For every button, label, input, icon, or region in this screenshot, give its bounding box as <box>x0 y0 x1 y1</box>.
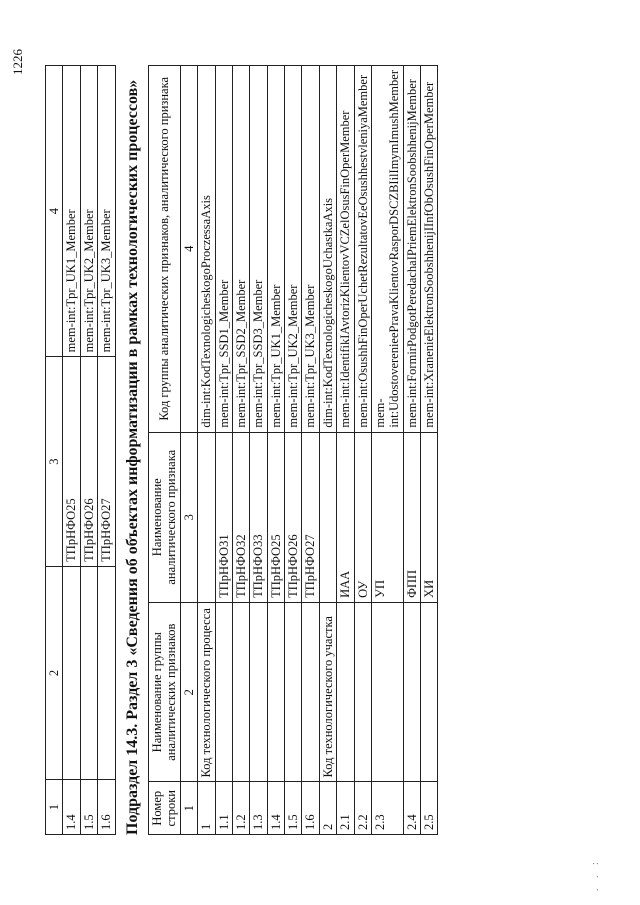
page-number: 1226 <box>10 49 25 75</box>
attribute-name: ТПрНФО32 <box>232 432 249 602</box>
group-name <box>267 602 284 782</box>
attribute-code: dim-int:KodTexnologicheskogoProczessaAxis <box>198 66 215 433</box>
attribute-name: ТПрНФО27 <box>98 357 115 567</box>
column-number: 2 <box>180 602 197 782</box>
row-number: 2.4 <box>403 782 420 835</box>
table-row <box>232 66 249 835</box>
attribute-code: mem-int:Tpr_UK1_Member <box>63 66 80 357</box>
group-name <box>63 566 80 779</box>
table-row <box>354 66 371 835</box>
attribute-code: mem-int:Tpr_UK1_Member <box>267 66 284 433</box>
header-cell: 1 <box>46 780 63 835</box>
attribute-code: mem-int:Tpr_UK3_Member <box>302 66 319 433</box>
row-number: 2.5 <box>421 782 438 835</box>
attribute-name: ТПрНФО25 <box>63 357 80 567</box>
table-row <box>215 66 232 835</box>
group-name <box>371 602 403 782</box>
group-name <box>98 566 115 779</box>
table-row <box>63 66 80 835</box>
group-name <box>215 602 232 782</box>
column-header: Наименование аналитического признака <box>149 432 181 602</box>
attribute-code: mem-int:Tpr_SSD2_Member <box>232 66 249 433</box>
attribute-code: mem-int:UdostoverenieePravaKlientovRasporDSCZBIilImymImushMember <box>371 66 403 433</box>
group-name <box>285 602 302 782</box>
row-number: 1 <box>198 782 215 835</box>
attribute-name <box>319 432 336 602</box>
row-number: 2.3 <box>371 782 403 835</box>
table-row <box>403 66 420 835</box>
attribute-code: mem-int:IdentifikIAvtorizKlientovVCZelOsusFinOperMember <box>337 66 354 433</box>
attribute-code: mem-int:Tpr_UK2_Member <box>285 66 302 433</box>
column-number: 1 <box>180 782 197 835</box>
table-row <box>250 66 267 835</box>
row-number: 2.1 <box>337 782 354 835</box>
attribute-name <box>198 432 215 602</box>
header-cell: 4 <box>46 66 63 357</box>
group-name <box>354 602 371 782</box>
row-number: 1.6 <box>302 782 319 835</box>
table-row <box>319 66 336 835</box>
attribute-name: ТПрНФО31 <box>215 432 232 602</box>
attribute-code: mem-int:Tpr_SSD3_Member <box>250 66 267 433</box>
group-name <box>302 602 319 782</box>
table-row <box>421 66 438 835</box>
attribute-code: mem-int:Tpr_SSD1_Member <box>215 66 232 433</box>
attribute-name: ТПрНФО25 <box>267 432 284 602</box>
group-name: Код технологического процесса <box>198 602 215 782</box>
attribute-name: ТПрНФО33 <box>250 432 267 602</box>
group-name <box>250 602 267 782</box>
group-name <box>80 566 97 779</box>
group-name: Код технологического участка <box>319 602 336 782</box>
table-row <box>98 66 115 835</box>
row-number: 2 <box>319 782 336 835</box>
row-number: 1.5 <box>285 782 302 835</box>
table-row <box>302 66 319 835</box>
row-number: 1.4 <box>267 782 284 835</box>
attribute-code: mem-int:Tpr_UK2_Member <box>80 66 97 357</box>
group-name <box>337 602 354 782</box>
table-header-row <box>149 66 181 835</box>
continuation-table <box>45 65 116 835</box>
table-row <box>371 66 403 835</box>
column-header: Код группы аналитических признаков, аналитического признака <box>149 66 181 433</box>
attribute-name: УП <box>371 432 403 602</box>
column-header: Номер строки <box>149 782 181 835</box>
attribute-code: mem-int:XranenieElektronSoobshhenijIInfObOsushFinOperMember <box>421 66 438 433</box>
attribute-name: ТПрНФО26 <box>285 432 302 602</box>
row-number: 1.4 <box>63 780 80 835</box>
row-number: 2.2 <box>354 782 371 835</box>
group-name <box>421 602 438 782</box>
table-row <box>198 66 215 835</box>
row-number: 1.1 <box>215 782 232 835</box>
attribute-name: ФПП <box>403 432 420 602</box>
scan-marks: . . : <box>590 858 601 891</box>
attribute-name: ОУ <box>354 432 371 602</box>
row-number: 1.6 <box>98 780 115 835</box>
row-number: 1.3 <box>250 782 267 835</box>
attribute-code: mem-int:Tpr_UK3_Member <box>98 66 115 357</box>
column-number-row <box>180 66 197 835</box>
section-title: Подраздел 14.3. Раздел 3 «Сведения об объектах информатизации в рамках технологических процессов» <box>124 79 141 835</box>
column-header: Наименование группы аналитических признаков <box>149 602 181 782</box>
header-cell: 3 <box>46 357 63 567</box>
section-3-table <box>148 65 438 835</box>
attribute-code: mem-int:FormirPodgotPeredachaIPriemElektronSoobshhenijMember <box>403 66 420 433</box>
column-number: 4 <box>180 66 197 433</box>
table-row <box>337 66 354 835</box>
group-name <box>403 602 420 782</box>
attribute-name: ХИ <box>421 432 438 602</box>
attribute-code: dim-int:KodTexnologicheskogoUchastkaAxis <box>319 66 336 433</box>
column-number: 3 <box>180 432 197 602</box>
attribute-name: ТПрНФО26 <box>80 357 97 567</box>
table-header-row <box>46 66 63 835</box>
attribute-name: ИАА <box>337 432 354 602</box>
row-number: 1.5 <box>80 780 97 835</box>
table-row <box>80 66 97 835</box>
row-number: 1.2 <box>232 782 249 835</box>
group-name <box>232 602 249 782</box>
table-row <box>285 66 302 835</box>
table-row <box>267 66 284 835</box>
header-cell: 2 <box>46 566 63 779</box>
attribute-code: mem-int:OsushhFinOperUchetRezultatovEeOsushhestvleniyaMember <box>354 66 371 433</box>
attribute-name: ТПрНФО27 <box>302 432 319 602</box>
